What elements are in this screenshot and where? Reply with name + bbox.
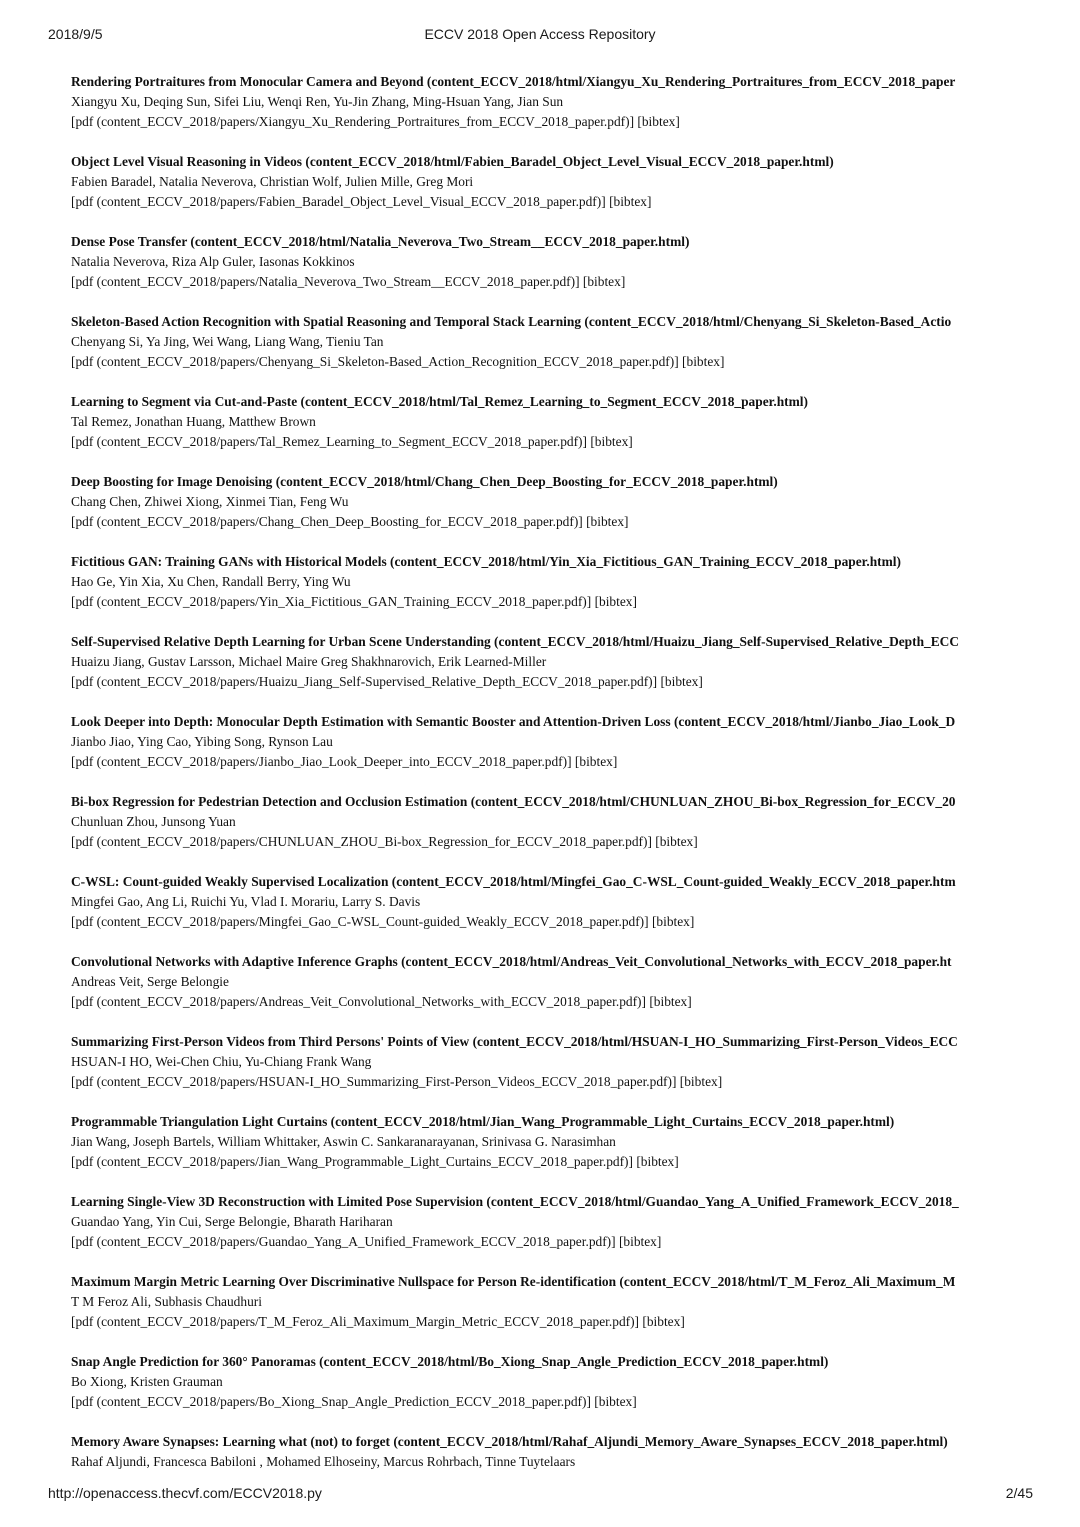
- paper-title-line: [71, 472, 1033, 492]
- paper-links: [71, 752, 1033, 772]
- paper-authors: Huaizu Jiang, Gustav Larsson, Michael Maire Greg Shakhnarovich, Erik Learned-Miller: [71, 654, 547, 669]
- paper-authors: Mingfei Gao, Ang Li, Ruichi Yu, Vlad I. Morariu, Larry S. Davis: [71, 894, 421, 909]
- paper-authors: Jian Wang, Joseph Bartels, William Whittaker, Aswin C. Sankaranarayanan, Srinivasa G. Narasimhan: [71, 1134, 616, 1149]
- paper-entry: [71, 1032, 1033, 1112]
- paper-links: [71, 832, 1033, 852]
- paper-title-line: [71, 1192, 1033, 1212]
- paper-title-link[interactable]: Look Deeper into Depth: Monocular Depth Estimation with Semantic Booster and Attention-Driven Loss (content_ECCV_2018/html/Jianbo_Jiao_Look_D: [71, 714, 956, 729]
- paper-links: [71, 992, 1033, 1012]
- paper-title-line: [71, 712, 1033, 732]
- paper-entry: [71, 392, 1033, 472]
- paper-title-line: [71, 392, 1033, 412]
- paper-authors: HSUAN-I HO, Wei-Chen Chiu, Yu-Chiang Frank Wang: [71, 1054, 372, 1069]
- paper-links: [71, 272, 1033, 292]
- pdf-link[interactable]: [pdf (content_ECCV_2018/papers/Huaizu_Jiang_Self-Supervised_Relative_Depth_ECCV_2018_paper.pdf)]: [71, 674, 658, 689]
- bibtex-link[interactable]: [bibtex]: [682, 354, 725, 369]
- paper-entry: [71, 792, 1033, 872]
- paper-entry: [71, 952, 1033, 1032]
- paper-title-line: [71, 152, 1033, 172]
- paper-entry: [71, 472, 1033, 552]
- bibtex-link[interactable]: [bibtex]: [651, 914, 695, 929]
- paper-title-link[interactable]: Memory Aware Synapses: Learning what (not) to forget (content_ECCV_2018/html/Rahaf_Aljundi_Memory_Aware_Synapses_ECCV_2018_paper.html): [71, 1434, 948, 1449]
- bibtex-link[interactable]: [bibtex]: [679, 1074, 723, 1089]
- paper-entry: [71, 1432, 1033, 1472]
- paper-title-line: [71, 1352, 1033, 1372]
- paper-authors: Chenyang Si, Ya Jing, Wei Wang, Liang Wang, Tieniu Tan: [71, 334, 384, 349]
- paper-authors: Natalia Neverova, Riza Alp Guler, Iasonas Kokkinos: [71, 254, 355, 269]
- paper-links: [71, 1312, 1033, 1332]
- bibtex-link[interactable]: [bibtex]: [655, 834, 698, 849]
- paper-title-line: [71, 1272, 1033, 1292]
- paper-title-link[interactable]: Learning Single-View 3D Reconstruction with Limited Pose Supervision (content_ECCV_2018/html/Guandao_Yang_A_Unified_Framework_ECCV_2018_: [71, 1194, 959, 1209]
- paper-links: [71, 1072, 1033, 1092]
- pdf-link[interactable]: [pdf (content_ECCV_2018/papers/Tal_Remez_Learning_to_Segment_ECCV_2018_paper.pdf)]: [71, 434, 587, 449]
- bibtex-link[interactable]: [bibtex]: [609, 194, 652, 209]
- paper-title-line: [71, 72, 1033, 92]
- paper-entry: [71, 72, 1033, 152]
- print-date: 2018/9/5: [48, 26, 103, 42]
- bibtex-link[interactable]: [bibtex]: [636, 1154, 679, 1169]
- paper-entry: [71, 712, 1033, 792]
- bibtex-link[interactable]: [bibtex]: [582, 274, 626, 289]
- paper-links: [71, 432, 1033, 452]
- bibtex-link[interactable]: [bibtex]: [618, 1234, 662, 1249]
- paper-title-line: [71, 872, 1033, 892]
- pdf-link[interactable]: [pdf (content_ECCV_2018/papers/Chenyang_Si_Skeleton-Based_Action_Recognition_ECCV_2018_paper.pdf)]: [71, 354, 679, 369]
- page-url: http://openaccess.thecvf.com/ECCV2018.py: [48, 1485, 322, 1501]
- bibtex-link[interactable]: [bibtex]: [637, 114, 680, 129]
- bibtex-link[interactable]: [bibtex]: [594, 1394, 637, 1409]
- pdf-link[interactable]: [pdf (content_ECCV_2018/papers/Bo_Xiong_Snap_Angle_Prediction_ECCV_2018_paper.pdf)]: [71, 1394, 591, 1409]
- paper-title-link[interactable]: Programmable Triangulation Light Curtains (content_ECCV_2018/html/Jian_Wang_Programmable_Light_Curtains_ECCV_2018_paper.html): [71, 1114, 895, 1129]
- paper-entry: [71, 1272, 1033, 1352]
- paper-entry: [71, 312, 1033, 392]
- paper-authors: Jianbo Jiao, Ying Cao, Yibing Song, Rynson Lau: [71, 734, 333, 749]
- paper-title-line: [71, 1032, 1033, 1052]
- paper-links: [71, 672, 1033, 692]
- paper-title-link[interactable]: Summarizing First-Person Videos from Third Persons' Points of View (content_ECCV_2018/html/HSUAN-I_HO_Summarizing_First-Person_Videos_ECC: [71, 1034, 958, 1049]
- pdf-link[interactable]: [pdf (content_ECCV_2018/papers/Chang_Chen_Deep_Boosting_for_ECCV_2018_paper.pdf)]: [71, 514, 583, 529]
- paper-authors: Xiangyu Xu, Deqing Sun, Sifei Liu, Wenqi Ren, Yu-Jin Zhang, Ming-Hsuan Yang, Jian Sun: [71, 94, 564, 109]
- paper-authors: Chang Chen, Zhiwei Xiong, Xinmei Tian, Feng Wu: [71, 494, 349, 509]
- paper-authors: Bo Xiong, Kristen Grauman: [71, 1374, 223, 1389]
- paper-entry: [71, 232, 1033, 312]
- pdf-link[interactable]: [pdf (content_ECCV_2018/papers/HSUAN-I_HO_Summarizing_First-Person_Videos_ECCV_2018_paper.pdf)]: [71, 1074, 677, 1089]
- paper-title-link[interactable]: Self-Supervised Relative Depth Learning for Urban Scene Understanding (content_ECCV_2018/html/Huaizu_Jiang_Self-Supervised_Relative_Depth_ECC: [71, 634, 960, 649]
- paper-title-link[interactable]: Maximum Margin Metric Learning Over Discriminative Nullspace for Person Re-identification (content_ECCV_2018/html/T_M_Feroz_Ali_Maximum_M: [71, 1274, 956, 1289]
- paper-entry: [71, 1112, 1033, 1192]
- paper-title-link[interactable]: C-WSL: Count-guided Weakly Supervised Localization (content_ECCV_2018/html/Mingfei_Gao_C-WSL_Count-guided_Weakly_ECCV_2018_paper.htm: [71, 874, 956, 889]
- paper-title-line: [71, 232, 1033, 252]
- paper-authors: Guandao Yang, Yin Cui, Serge Belongie, Bharath Hariharan: [71, 1214, 393, 1229]
- bibtex-link[interactable]: [bibtex]: [594, 594, 637, 609]
- paper-links: [71, 352, 1033, 372]
- paper-title-link[interactable]: Object Level Visual Reasoning in Videos (content_ECCV_2018/html/Fabien_Baradel_Object_Level_Visual_ECCV_2018_paper.html): [71, 154, 834, 169]
- paper-links: [71, 912, 1033, 932]
- paper-links: [71, 592, 1033, 612]
- pdf-link[interactable]: [pdf (content_ECCV_2018/papers/Jianbo_Jiao_Look_Deeper_into_ECCV_2018_paper.pdf)]: [71, 754, 572, 769]
- paper-authors: Tal Remez, Jonathan Huang, Matthew Brown: [71, 414, 316, 429]
- paper-authors: T M Feroz Ali, Subhasis Chaudhuri: [71, 1294, 262, 1309]
- pdf-link[interactable]: [pdf (content_ECCV_2018/papers/Fabien_Baradel_Object_Level_Visual_ECCV_2018_paper.pdf)]: [71, 194, 606, 209]
- paper-title-line: [71, 1432, 1033, 1452]
- paper-title-link[interactable]: Snap Angle Prediction for 360° Panoramas (content_ECCV_2018/html/Bo_Xiong_Snap_Angle_Prediction_ECCV_2018_paper.html): [71, 1354, 829, 1369]
- bibtex-link[interactable]: [bibtex]: [590, 434, 633, 449]
- paper-title-link[interactable]: Fictitious GAN: Training GANs with Historical Models (content_ECCV_2018/html/Yin_Xia_Fictitious_GAN_Training_ECCV_2018_paper.html): [71, 554, 901, 569]
- pdf-link[interactable]: [pdf (content_ECCV_2018/papers/CHUNLUAN_ZHOU_Bi-box_Regression_for_ECCV_2018_paper.pdf)]: [71, 834, 652, 849]
- pdf-link[interactable]: [pdf (content_ECCV_2018/papers/Natalia_Neverova_Two_Stream__ECCV_2018_paper.pdf)]: [71, 274, 580, 289]
- paper-entry: [71, 152, 1033, 232]
- print-footer: [0, 1485, 1080, 1505]
- pdf-link[interactable]: [pdf (content_ECCV_2018/papers/Jian_Wang_Programmable_Light_Curtains_ECCV_2018_paper.pdf)]: [71, 1154, 633, 1169]
- paper-title-link[interactable]: Learning to Segment via Cut-and-Paste (content_ECCV_2018/html/Tal_Remez_Learning_to_Segment_ECCV_2018_paper.html): [71, 394, 808, 409]
- paper-title-link[interactable]: Dense Pose Transfer (content_ECCV_2018/html/Natalia_Neverova_Two_Stream__ECCV_2018_paper.html): [71, 234, 690, 249]
- paper-links: [71, 1392, 1033, 1412]
- paper-entry: [71, 552, 1033, 632]
- paper-list: [71, 72, 1033, 1472]
- paper-entry: [71, 632, 1033, 712]
- paper-links: [71, 112, 1033, 132]
- paper-entry: [71, 1352, 1033, 1432]
- pdf-link[interactable]: [pdf (content_ECCV_2018/papers/Guandao_Yang_A_Unified_Framework_ECCV_2018_paper.pdf)]: [71, 1234, 616, 1249]
- paper-links: [71, 1152, 1033, 1172]
- paper-links: [71, 1232, 1033, 1252]
- pdf-link[interactable]: [pdf (content_ECCV_2018/papers/Yin_Xia_Fictitious_GAN_Training_ECCV_2018_paper.pdf)]: [71, 594, 592, 609]
- paper-links: [71, 192, 1033, 212]
- page-number: 2/45: [1005, 1485, 1033, 1501]
- paper-title-link[interactable]: Rendering Portraitures from Monocular Camera and Beyond (content_ECCV_2018/html/Xiangyu_Xu_Rendering_Portraitures_from_ECCV_2018_paper: [71, 74, 956, 89]
- pdf-link[interactable]: [pdf (content_ECCV_2018/papers/Xiangyu_Xu_Rendering_Portraitures_from_ECCV_2018_paper.pdf)]: [71, 114, 635, 129]
- paper-entry: [71, 872, 1033, 952]
- bibtex-link[interactable]: [bibtex]: [574, 754, 618, 769]
- paper-title-line: [71, 952, 1033, 972]
- paper-links: [71, 512, 1033, 532]
- bibtex-link[interactable]: [bibtex]: [660, 674, 703, 689]
- bibtex-link[interactable]: [bibtex]: [586, 514, 629, 529]
- paper-authors: Chunluan Zhou, Junsong Yuan: [71, 814, 236, 829]
- paper-authors: Andreas Veit, Serge Belongie: [71, 974, 229, 989]
- print-header: [0, 26, 1080, 46]
- paper-title-link[interactable]: Bi-box Regression for Pedestrian Detection and Occlusion Estimation (content_ECCV_2018/html/CHUNLUAN_ZHOU_Bi-box_Regression_for_ECCV_20: [71, 794, 956, 809]
- paper-title-link[interactable]: Convolutional Networks with Adaptive Inference Graphs (content_ECCV_2018/html/Andreas_Veit_Convolutional_Networks_with_ECCV_2018_paper.ht: [71, 954, 952, 969]
- paper-title-link[interactable]: Deep Boosting for Image Denoising (content_ECCV_2018/html/Chang_Chen_Deep_Boosting_for_ECCV_2018_paper.html): [71, 474, 778, 489]
- paper-title-line: [71, 792, 1033, 812]
- paper-authors: Rahaf Aljundi, Francesca Babiloni , Mohamed Elhoseiny, Marcus Rohrbach, Tinne Tuytelaars: [71, 1454, 576, 1469]
- paper-title-line: [71, 1112, 1033, 1132]
- page-title: ECCV 2018 Open Access Repository: [424, 26, 656, 42]
- pdf-link[interactable]: [pdf (content_ECCV_2018/papers/T_M_Feroz_Ali_Maximum_Margin_Metric_ECCV_2018_paper.pdf)]: [71, 1314, 640, 1329]
- pdf-link[interactable]: [pdf (content_ECCV_2018/papers/Andreas_Veit_Convolutional_Networks_with_ECCV_2018_paper.pdf)]: [71, 994, 646, 1009]
- pdf-link[interactable]: [pdf (content_ECCV_2018/papers/Mingfei_Gao_C-WSL_Count-guided_Weakly_ECCV_2018_paper.pdf)]: [71, 914, 649, 929]
- paper-title-link[interactable]: Skeleton-Based Action Recognition with Spatial Reasoning and Temporal Stack Learning (content_ECCV_2018/html/Chenyang_Si_Skeleton-Based_Actio: [71, 314, 952, 329]
- paper-authors: Hao Ge, Yin Xia, Xu Chen, Randall Berry, Ying Wu: [71, 574, 351, 589]
- paper-entry: [71, 1192, 1033, 1272]
- bibtex-link[interactable]: [bibtex]: [649, 994, 692, 1009]
- bibtex-link[interactable]: [bibtex]: [642, 1314, 685, 1329]
- paper-title-line: [71, 552, 1033, 572]
- paper-authors: Fabien Baradel, Natalia Neverova, Christian Wolf, Julien Mille, Greg Mori: [71, 174, 474, 189]
- paper-title-line: [71, 632, 1033, 652]
- paper-title-line: [71, 312, 1033, 332]
